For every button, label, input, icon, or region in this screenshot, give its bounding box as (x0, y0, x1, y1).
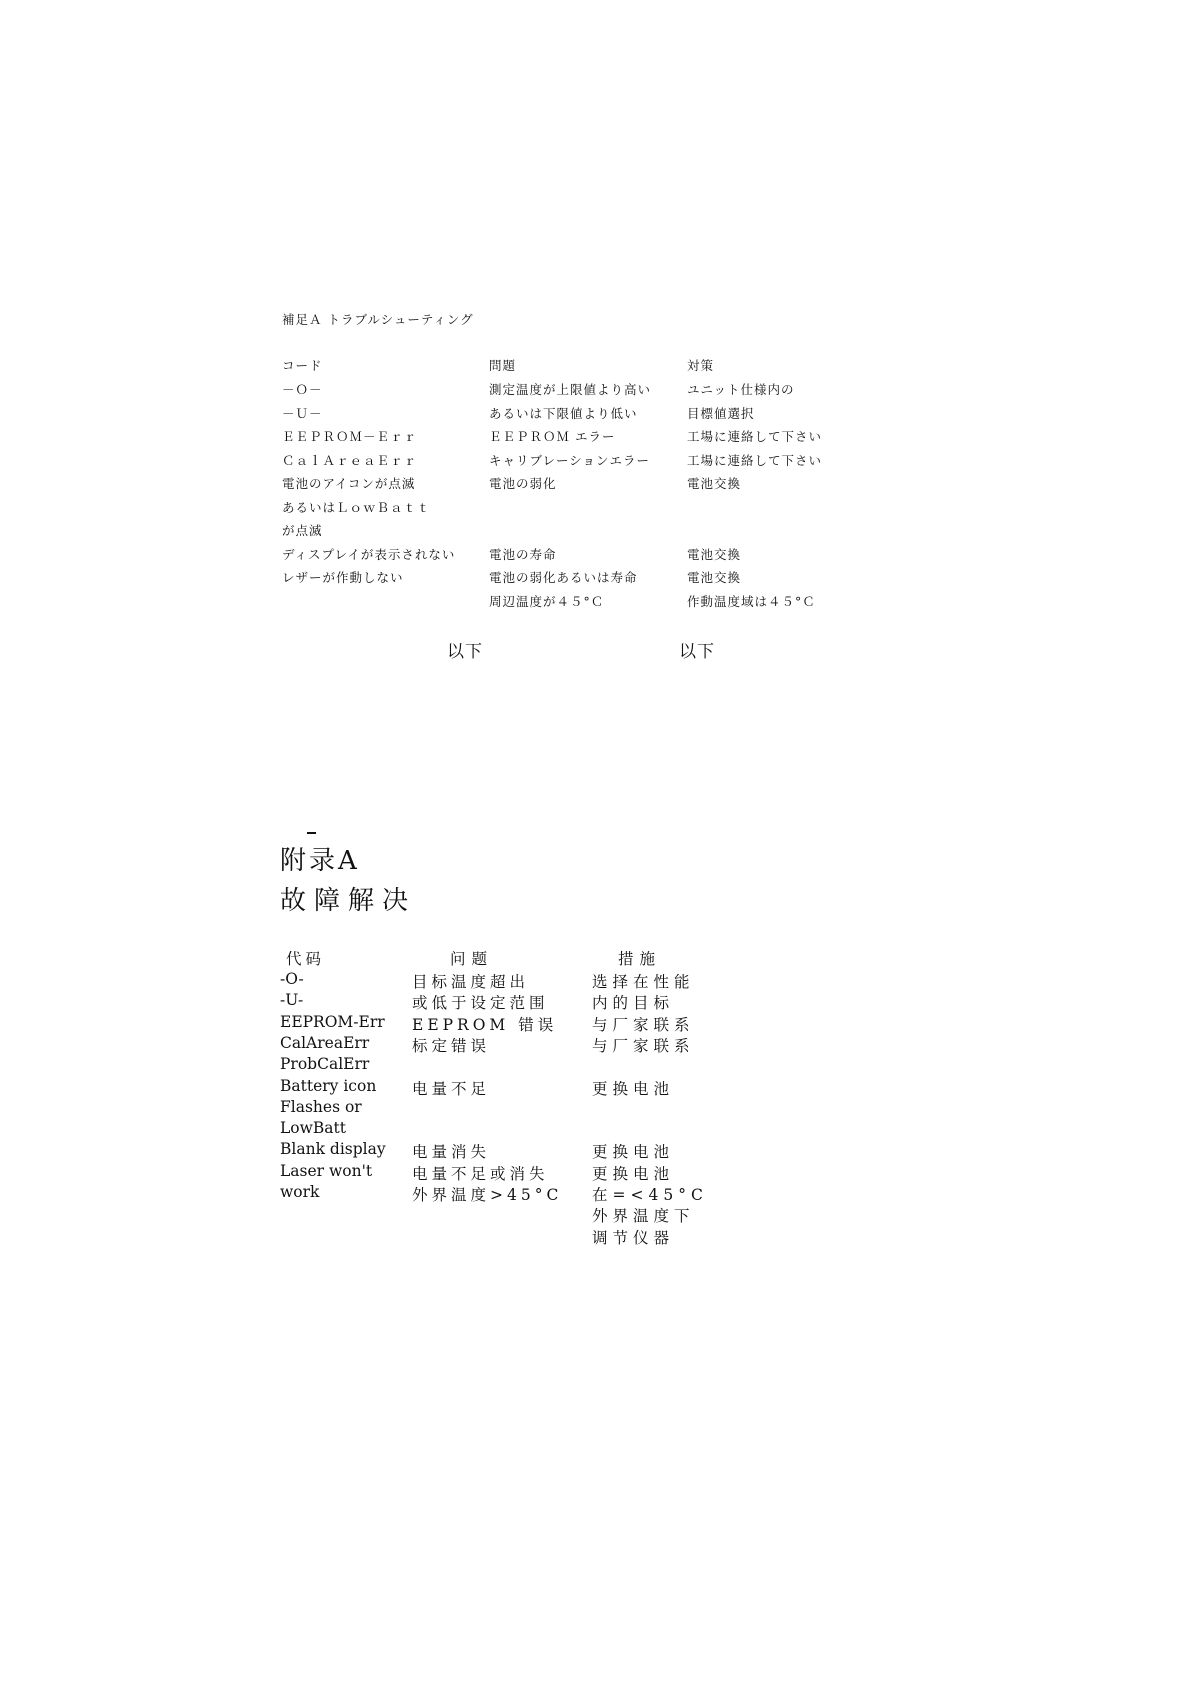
chinese-table-row (280, 1204, 760, 1227)
japanese-cell-solution: 工場に連絡して下さい (687, 452, 823, 468)
chinese-cell-code: EEPROM-Err (280, 1012, 385, 1031)
japanese-cell-code: －Ｏ－ (282, 382, 323, 397)
chinese-cell-problem: 电量消失 (412, 1143, 491, 1162)
chinese-appendix-title: 附录A (280, 846, 360, 876)
japanese-table-row (282, 451, 882, 471)
chinese-cell-problem: 外界温度>45°C (412, 1186, 563, 1204)
chinese-cell-solution: 内的目标 (592, 994, 675, 1013)
chinese-cell-problem: 电量不足 (412, 1079, 491, 1098)
chinese-cell-code: Flashes or (280, 1097, 362, 1116)
japanese-cell-problem: 電池の弱化あるいは寿命 (489, 570, 638, 585)
chinese-table-row (280, 1013, 760, 1036)
japanese-table-row (282, 498, 882, 518)
japanese-header-solution: 対策 (687, 358, 715, 373)
japanese-footer-problem: 以下 (447, 642, 483, 662)
chinese-table-row (280, 1055, 760, 1078)
chinese-cell-solution: 更换电池 (592, 1079, 675, 1098)
chinese-table-row (280, 1162, 760, 1185)
japanese-cell-problem: キャリブレーションエラー (489, 452, 651, 468)
chinese-cell-problem: 目标温度超出 (412, 973, 530, 991)
japanese-table-row (282, 380, 882, 400)
japanese-table-row (282, 545, 882, 565)
chinese-cell-code: -O- (280, 970, 304, 988)
japanese-table-row (282, 427, 882, 447)
japanese-cell-code: ディスプレイが表示されない (282, 546, 456, 562)
japanese-cell-solution: 工場に連絡して下さい (687, 429, 823, 444)
japanese-cell-problem: 周辺温度が４５°Ｃ (489, 593, 605, 609)
japanese-cell-solution: 電池交換 (687, 546, 742, 562)
chinese-cell-code: work (280, 1183, 320, 1201)
chinese-cell-problem: 标定错误 (412, 1036, 491, 1055)
chinese-cell-solution: 外界温度下 (592, 1207, 695, 1226)
japanese-section-title: 補足Ａ トラブルシューティング (282, 312, 474, 327)
chinese-cell-code: ProbCalErr (280, 1055, 370, 1074)
chinese-cell-problem: EEPROM 错误 (412, 1015, 558, 1034)
japanese-header-code: コード (282, 358, 323, 373)
japanese-table-row (282, 474, 882, 494)
japanese-footer-solution: 以下 (679, 642, 715, 662)
chinese-table-row (280, 1119, 760, 1142)
chinese-cell-code: Blank display (280, 1140, 386, 1159)
japanese-cell-problem: 電池の弱化 (489, 476, 557, 491)
japanese-table-row (282, 404, 882, 424)
chinese-cell-solution: 调节仪器 (592, 1228, 675, 1247)
chinese-cell-code: LowBatt (280, 1119, 346, 1138)
chinese-table-header (280, 947, 760, 970)
japanese-cell-solution: ユニット仕様内の (687, 382, 795, 397)
chinese-header-problem: 问题 (450, 950, 494, 968)
japanese-cell-code: レザーが作動しない (282, 570, 404, 585)
japanese-table-row (282, 592, 882, 612)
chinese-header-code: 代码 (286, 950, 326, 968)
chinese-cell-solution: 与厂家联系 (592, 1015, 695, 1034)
chinese-cell-problem: 或低于设定范围 (412, 994, 549, 1013)
chinese-cell-code: -U- (280, 991, 304, 1010)
japanese-cell-solution: 目標値選択 (687, 405, 755, 421)
japanese-cell-code: ＥＥＰＲＯＭ－Ｅｒｒ (282, 429, 418, 444)
chinese-table-row (280, 1077, 760, 1100)
japanese-cell-problem: ＥＥＰＲＯＭ エラー (489, 429, 616, 444)
chinese-cell-solution: 更换电池 (592, 1143, 675, 1162)
japanese-table-row (282, 521, 882, 541)
japanese-cell-solution: 電池交換 (687, 570, 742, 585)
chinese-table-row (280, 1098, 760, 1121)
japanese-cell-code: あるいはＬｏｗＢａｔｔ (282, 499, 431, 515)
chinese-table-row (280, 1140, 760, 1163)
japanese-cell-problem: 測定温度が上限値より高い (489, 382, 652, 397)
japanese-cell-code: ＣａｌＡｒｅａＥｒｒ (282, 452, 418, 468)
chinese-table-row (280, 970, 760, 993)
japanese-cell-code: 電池のアイコンが点滅 (282, 476, 416, 491)
chinese-table-row (280, 991, 760, 1014)
chinese-cell-code: CalAreaErr (280, 1033, 370, 1052)
chinese-table-row (280, 1034, 760, 1057)
chinese-cell-solution: 更换电池 (592, 1164, 675, 1183)
japanese-cell-solution: 作動温度域は４５°Ｃ (687, 593, 816, 609)
japanese-header-problem: 問題 (489, 358, 517, 373)
chinese-header-solution: 措施 (618, 950, 662, 968)
japanese-table-row (282, 568, 882, 588)
chinese-table-row (280, 1183, 760, 1206)
japanese-cell-solution: 電池交換 (687, 476, 742, 491)
chinese-cell-problem: 电量不足或消失 (412, 1164, 549, 1183)
chinese-section-title: 故障解决 (280, 886, 417, 916)
chinese-cell-code: Laser won't (280, 1161, 373, 1180)
chinese-cell-solution: 在=<45°C (592, 1186, 708, 1204)
japanese-cell-problem: あるいは下限値より低い (489, 405, 638, 421)
japanese-cell-problem: 電池の寿命 (489, 546, 557, 562)
japanese-cell-code: －Ｕ－ (282, 405, 323, 421)
japanese-cell-code: が点滅 (282, 523, 323, 538)
chinese-table-row (280, 1226, 760, 1249)
chinese-cell-code: Battery icon (280, 1076, 377, 1095)
chinese-cell-solution: 选择在性能 (592, 973, 695, 991)
japanese-table-header (282, 356, 882, 376)
chinese-cell-solution: 与厂家联系 (592, 1036, 695, 1055)
scan-mark (307, 832, 316, 834)
